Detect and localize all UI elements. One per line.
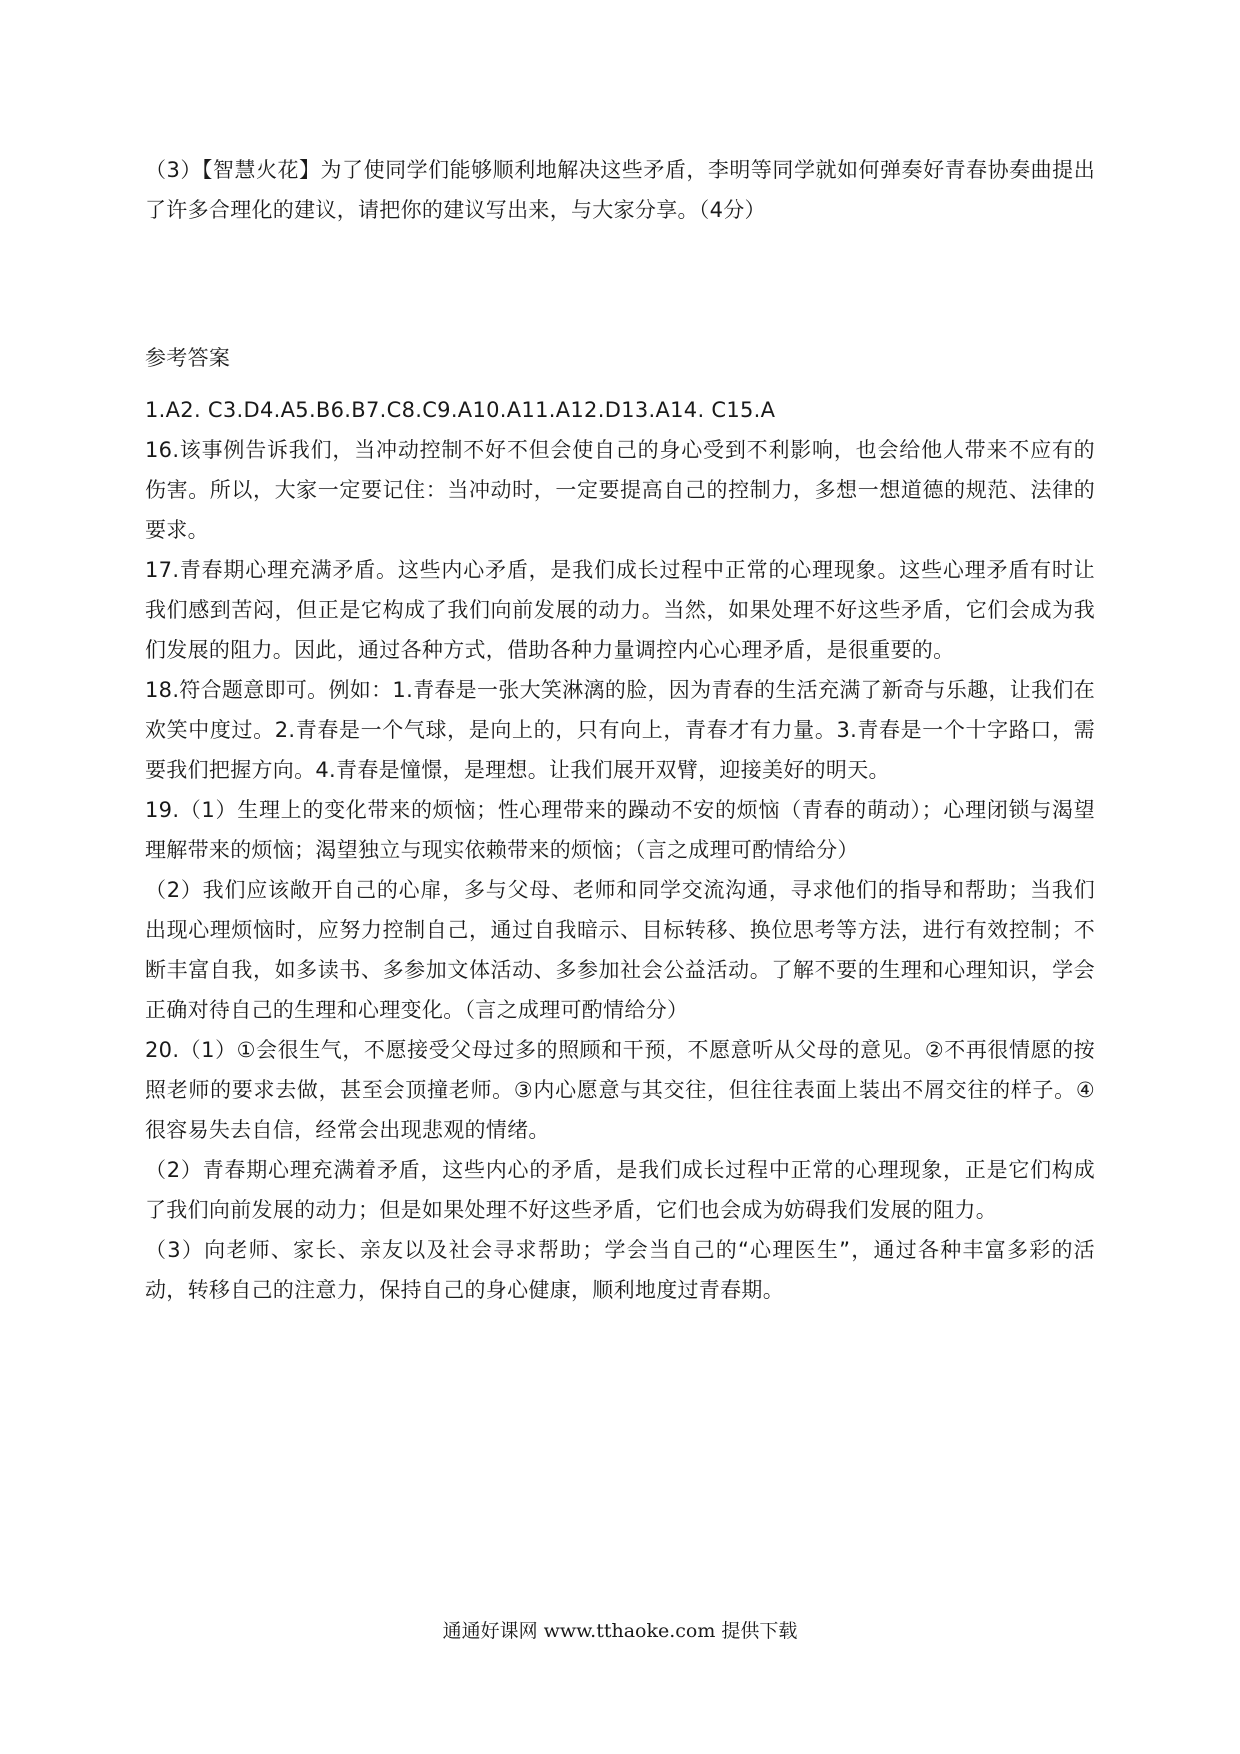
answer-17: 17.青春期心理充满矛盾。这些内心矛盾，是我们成长过程中正常的心理现象。这些心理矛盾有时让我们感到苦闷，但正是它构成了我们向前发展的动力。当然，如果处理不好这些矛盾，它们会成为我们发展的阻力。因此，通过各种方式，借助各种力量调控内心心理矛盾，是很重要的。	[145, 558, 1095, 662]
question-3: （3）【智慧火花】为了使同学们能够顺利地解决这些矛盾，李明等同学就如何弹奏好青春协奏曲提出了许多合理化的建议，请把你的建议写出来，与大家分享。（4分）	[145, 158, 1095, 222]
answer-choices: 1.A2. C3.D4.A5.B6.B7.C8.C9.A10.A11.A12.D13.A14. C15.A	[145, 398, 776, 422]
answer-19-part-2: （2）我们应该敞开自己的心扉，多与父母、老师和同学交流沟通，寻求他们的指导和帮助；当我们出现心理烦恼时，应努力控制自己，通过自我暗示、目标转移、换位思考等方法，进行有效控制；不断丰富自我，如多读书、多参加文体活动、多参加社会公益活动。了解不要的生理和心理知识，学会正确对待自己的生理和心理变化。（言之成理可酌情给分）	[145, 878, 1095, 1022]
answers-heading: 参考答案	[145, 346, 231, 370]
spacer	[145, 378, 1095, 390]
answer-16: 16.该事例告诉我们，当冲动控制不好不但会使自己的身心受到不利影响，也会给他人带来不应有的伤害。所以，大家一定要记住：当冲动时，一定要提高自己的控制力，多想一想道德的规范、法律的要求。	[145, 438, 1095, 542]
blank-space	[145, 230, 1095, 338]
answer-20-part-2: （2）青春期心理充满着矛盾，这些内心的矛盾，是我们成长过程中正常的心理现象，正是它们构成了我们向前发展的动力；但是如果处理不好这些矛盾，它们也会成为妨碍我们发展的阻力。	[145, 1158, 1095, 1222]
answer-20-part-1: 20.（1）①会很生气，不愿接受父母过多的照顾和干预，不愿意听从父母的意见。②不再很情愿的按照老师的要求去做，甚至会顶撞老师。③内心愿意与其交往，但往往表面上装出不屑交往的样子。④很容易失去自信，经常会出现悲观的情绪。	[145, 1038, 1095, 1142]
answer-19-part-1: 19.（1）生理上的变化带来的烦恼；性心理带来的躁动不安的烦恼（青春的萌动）；心理闭锁与渴望理解带来的烦恼；渴望独立与现实依赖带来的烦恼；（言之成理可酌情给分）	[145, 798, 1095, 862]
answer-20-part-3: （3）向老师、家长、亲友以及社会寻求帮助；学会当自己的“心理医生”，通过各种丰富多彩的活动，转移自己的注意力，保持自己的身心健康，顺利地度过青春期。	[145, 1238, 1095, 1302]
document-body	[145, 150, 1095, 1310]
answer-18: 18.符合题意即可。例如：1.青春是一张大笑淋漓的脸，因为青春的生活充满了新奇与乐趣，让我们在欢笑中度过。2.青春是一个气球，是向上的，只有向上，青春才有力量。3.青春是一个十字路口，需要我们把握方向。4.青春是憧憬，是理想。让我们展开双臂，迎接美好的明天。	[145, 678, 1095, 782]
page-footer: 通通好课网 www.tthaoke.com 提供下载	[442, 1620, 798, 1642]
